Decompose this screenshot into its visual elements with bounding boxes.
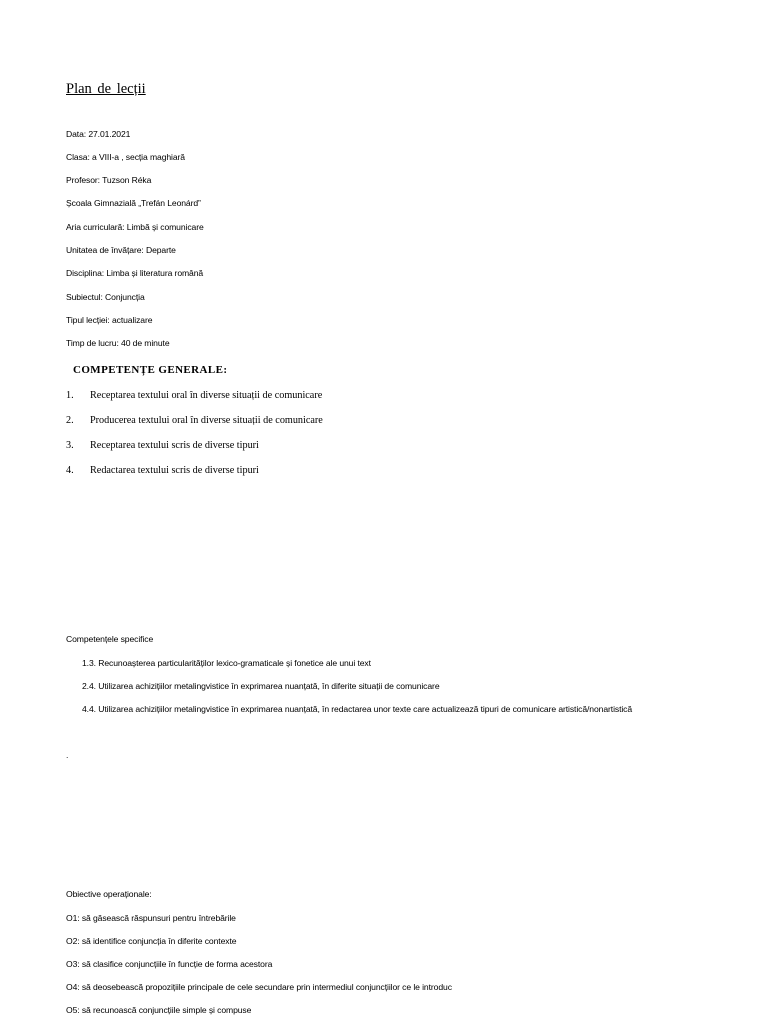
meta-teacher: Profesor: Tuzson Réka <box>66 175 152 185</box>
specific-competence-item: 1.3. Recunoașterea particularităților lexico-gramaticale și fonetice ale unui text <box>82 658 371 668</box>
item-number: 2. <box>66 415 74 426</box>
item-text: Receptarea textului scris de diverse tipuri <box>90 440 259 451</box>
objectives-heading: Obiective operaționale: <box>66 889 152 899</box>
item-number: 3. <box>66 440 74 451</box>
objective-item: O2: să identifice conjuncția în diferite contexte <box>66 936 237 946</box>
meta-curricular-area: Aria curriculară: Limbă și comunicare <box>66 222 204 232</box>
meta-class: Clasa: a VIII-a , secția maghiară <box>66 152 185 162</box>
objective-item: O5: să recunoască conjuncțiile simple și compuse <box>66 1005 252 1015</box>
meta-subject-discipline: Disciplina: Limba și literatura română <box>66 268 204 278</box>
general-competence-item <box>66 465 259 476</box>
general-competence-item <box>66 390 322 401</box>
item-number: 1. <box>66 390 74 401</box>
specific-competences-heading: Competențele specifice <box>66 634 154 644</box>
meta-school: Școala Gimnazială „Trefán Leonárd” <box>66 198 201 208</box>
objective-item: O1: să găsească răspunsuri pentru întrebările <box>66 913 236 923</box>
general-competence-item <box>66 440 259 451</box>
item-number: 4. <box>66 465 74 476</box>
specific-competence-item: 4.4. Utilizarea achizițiilor metalingvistice în exprimarea nuanțată, în redactarea unor texte care actualizează tipuri de comunicare artistică/nonartistică <box>82 704 633 714</box>
meta-unit: Unitatea de învățare: Departe <box>66 245 176 255</box>
specific-competence-item: 2.4. Utilizarea achizițiilor metalingvistice în exprimarea nuanțată, în diferite situații de comunicare <box>82 681 440 691</box>
meta-lesson-type: Tipul lecției: actualizare <box>66 315 153 325</box>
meta-topic: Subiectul: Conjuncția <box>66 292 145 302</box>
item-text: Producerea textului oral în diverse situații de comunicare <box>90 415 323 426</box>
objective-item: O3: să clasifice conjuncțiile în funcție de forma acestora <box>66 959 273 969</box>
general-competences-heading: COMPETENȚE GENERALE: <box>73 364 228 376</box>
meta-date: Data: 27.01.2021 <box>66 129 131 139</box>
stray-dot: . <box>66 750 69 760</box>
item-text: Receptarea textului oral în diverse situații de comunicare <box>90 390 323 401</box>
general-competence-item <box>66 415 323 426</box>
meta-duration: Timp de lucru: 40 de minute <box>66 338 170 348</box>
page-title: Plan de lecții <box>66 81 146 97</box>
item-text: Redactarea textului scris de diverse tipuri <box>90 465 259 476</box>
objective-item: O4: să deosebească propozițiile principale de cele secundare prin intermediul conjuncțiilor ce le introduc <box>66 982 452 992</box>
